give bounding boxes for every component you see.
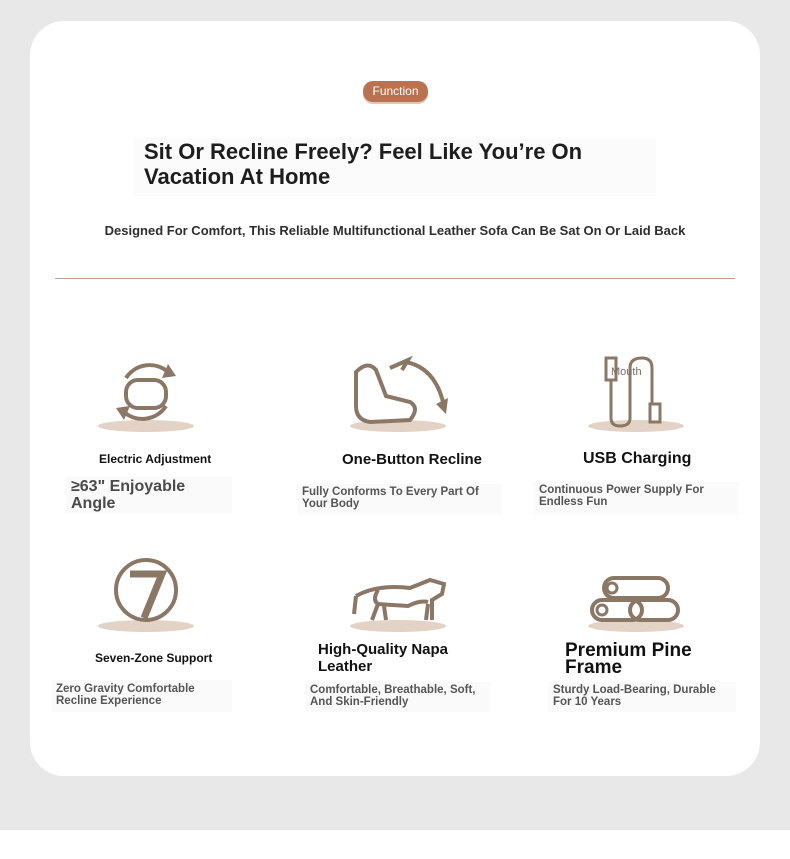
subheadline: Designed For Comfort, This Reliable Multifunctional Leather Sofa Can Be Sat On Or Laid Back: [104, 223, 686, 238]
rotate-arrows-icon: [96, 350, 196, 434]
usb-icon-label: Mouth: [611, 366, 642, 378]
feature-desc-seven-zone-support: Zero Gravity Comfortable Recline Experience: [56, 683, 195, 707]
feature-desc-one-button-recline: Fully Conforms To Every Part Of Your Body: [302, 486, 479, 510]
seven-circle-icon: [96, 556, 196, 634]
headline: Sit Or Recline Freely? Feel Like You’re On Vacation At Home: [144, 139, 583, 189]
cow-icon: [348, 570, 450, 634]
feature-desc-electric-adjustment: ≥63" Enjoyable Angle: [71, 478, 186, 512]
feature-desc-pine-frame: Sturdy Load-Bearing, Durable For 10 Years: [553, 684, 716, 708]
usb-cable-icon: [586, 352, 686, 434]
feature-title-electric-adjustment: Electric Adjustment: [99, 452, 212, 466]
feature-title-napa-leather: High-Quality Napa Leather: [318, 641, 449, 675]
function-badge: Function: [363, 81, 428, 102]
feature-desc-usb-charging: Continuous Power Supply For Endless Fun: [539, 484, 704, 508]
recliner-chair-icon: [348, 350, 450, 434]
feature-desc-napa-leather: Comfortable, Breathable, Soft, And Skin-Friendly: [310, 684, 476, 708]
divider: [55, 278, 735, 279]
logs-icon: [586, 572, 686, 634]
feature-title-usb-charging: USB Charging: [583, 450, 692, 467]
feature-title-pine-frame: Premium Pine Frame: [565, 640, 692, 678]
feature-title-seven-zone-support: Seven-Zone Support: [95, 651, 213, 665]
feature-title-one-button-recline: One-Button Recline: [342, 451, 483, 468]
